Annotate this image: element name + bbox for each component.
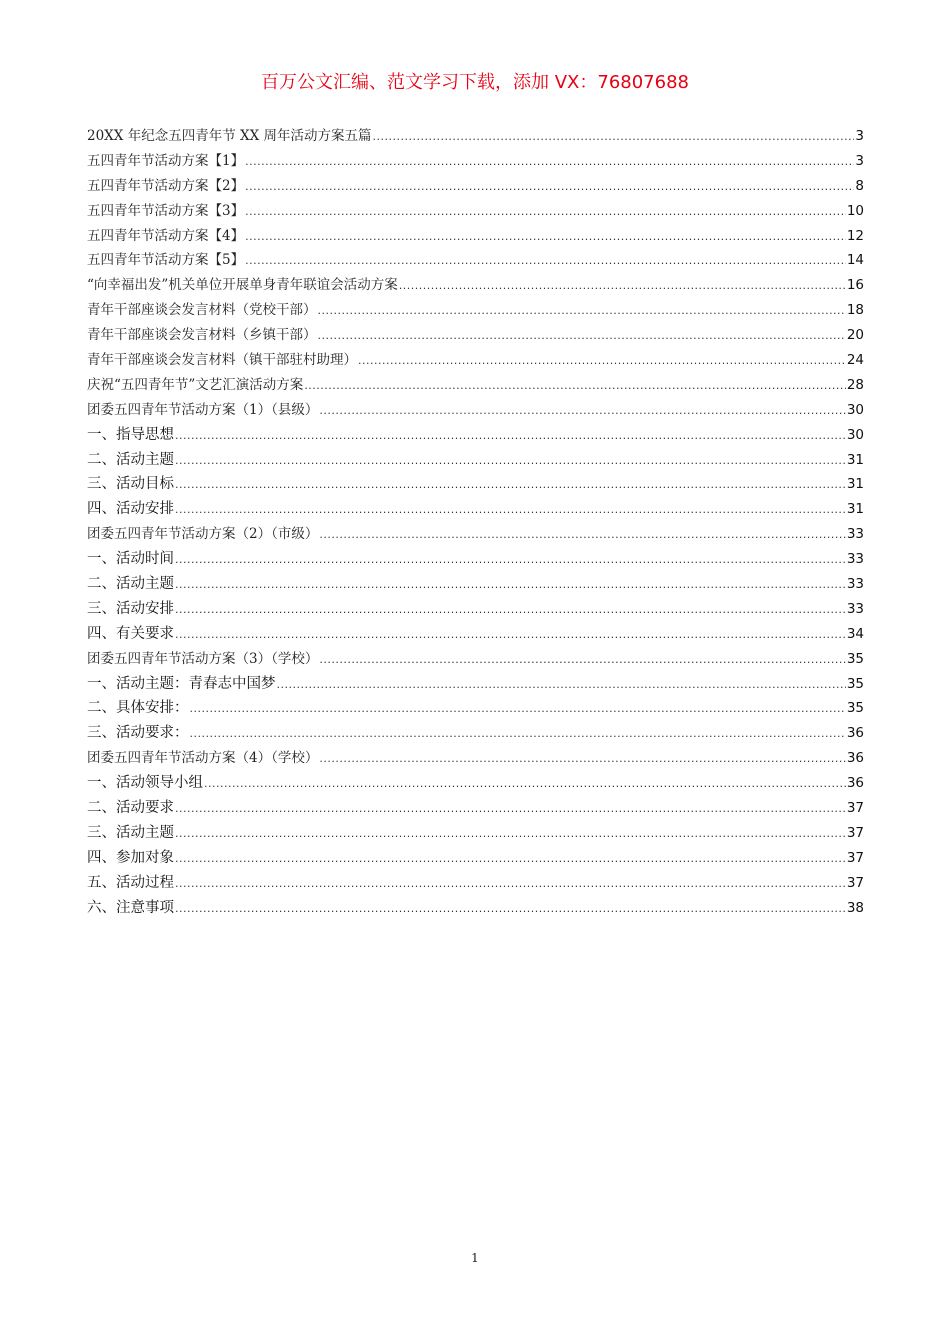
toc-entry-title: 三、活动主题: [87, 824, 174, 841]
toc-entry[interactable]: [87, 547, 864, 572]
toc-entry-page: 35: [846, 700, 864, 717]
toc-dot-leader: [175, 623, 846, 648]
toc-entry[interactable]: [87, 597, 864, 622]
toc-entry[interactable]: [87, 696, 864, 721]
toc-entry[interactable]: [87, 248, 864, 273]
toc-entry[interactable]: [87, 796, 864, 821]
toc-dot-leader: [319, 648, 845, 673]
toc-dot-leader: [175, 598, 846, 623]
toc-entry-title: 二、具体安排：: [87, 700, 189, 717]
toc-entry-title: 团委五四青年节活动方案（4）（学校）: [87, 750, 319, 767]
toc-entry[interactable]: [87, 199, 864, 224]
toc-entry[interactable]: [87, 298, 864, 323]
toc-dot-leader: [319, 399, 845, 424]
toc-entry-page: 33: [846, 576, 864, 593]
toc-dot-leader: [318, 324, 846, 349]
toc-dot-leader: [175, 573, 846, 598]
toc-entry-page: 38: [846, 899, 864, 916]
toc-dot-leader: [245, 175, 854, 200]
toc-entry-title: 五四青年节活动方案【5】: [87, 252, 245, 269]
toc-entry-title: 庆祝“五四青年节”文艺汇演活动方案: [87, 376, 304, 393]
toc-entry-title: 一、指导思想: [87, 426, 174, 443]
toc-entry[interactable]: [87, 348, 864, 373]
toc-entry[interactable]: [87, 423, 864, 448]
toc-entry[interactable]: [87, 398, 864, 423]
toc-entry[interactable]: [87, 522, 864, 547]
toc-entry-page: 28: [846, 376, 864, 393]
toc-dot-leader: [319, 747, 845, 772]
toc-dot-leader: [245, 249, 846, 274]
toc-dot-leader: [373, 125, 855, 150]
toc-entry-page: 34: [846, 625, 864, 642]
toc-entry[interactable]: [87, 273, 864, 298]
toc-entry-title: 青年干部座谈会发言材料（党校干部）: [87, 302, 317, 319]
toc-entry-title: 四、参加对象: [87, 849, 174, 866]
toc-entry-page: 3: [855, 128, 864, 144]
toc-entry-title: 五、活动过程: [87, 874, 174, 891]
toc-entry-page: 36: [846, 750, 864, 767]
toc-dot-leader: [175, 872, 846, 897]
toc-entry-page: 36: [846, 775, 864, 792]
toc-entry-title: 四、有关要求: [87, 625, 174, 642]
toc-entry-title: 20XX 年纪念五四青年节 XX 周年活动方案五篇: [87, 128, 372, 144]
toc-dot-leader: [190, 697, 846, 722]
toc-entry-page: 31: [846, 451, 864, 468]
toc-entry[interactable]: [87, 448, 864, 473]
toc-dot-leader: [245, 200, 846, 225]
toc-dot-leader: [175, 822, 846, 847]
toc-entry-page: 31: [846, 501, 864, 518]
table-of-contents: [87, 124, 864, 921]
toc-entry[interactable]: [87, 149, 864, 174]
toc-dot-leader: [175, 897, 846, 922]
toc-entry-page: 33: [846, 600, 864, 617]
toc-entry-title: 二、活动主题: [87, 576, 174, 593]
toc-entry[interactable]: [87, 472, 864, 497]
toc-entry-page: 20: [846, 327, 864, 344]
toc-entry-page: 10: [846, 202, 864, 219]
toc-dot-leader: [190, 722, 846, 747]
toc-dot-leader: [175, 847, 846, 872]
toc-entry-page: 14: [846, 252, 864, 269]
toc-entry[interactable]: [87, 323, 864, 348]
toc-entry[interactable]: [87, 721, 864, 746]
toc-entry-title: 团委五四青年节活动方案（3）（学校）: [87, 650, 319, 667]
toc-entry[interactable]: [87, 647, 864, 672]
toc-entry[interactable]: [87, 771, 864, 796]
toc-dot-leader: [175, 498, 846, 523]
toc-dot-leader: [175, 424, 846, 449]
toc-entry-page: 37: [846, 849, 864, 866]
toc-entry-title: 青年干部座谈会发言材料（镇干部驻村助理）: [87, 352, 357, 369]
page-number: 1: [471, 1251, 479, 1265]
toc-entry-page: 35: [846, 675, 864, 692]
toc-dot-leader: [319, 523, 845, 548]
toc-entry-title: 一、活动主题：青春志中国梦: [87, 675, 276, 692]
toc-entry-page: 12: [846, 227, 864, 244]
toc-dot-leader: [204, 772, 846, 797]
toc-entry-page: 33: [846, 526, 864, 543]
toc-entry[interactable]: [87, 871, 864, 896]
toc-entry-title: 三、活动安排: [87, 600, 174, 617]
toc-entry-title: 三、活动要求：: [87, 725, 189, 742]
toc-dot-leader: [304, 374, 846, 399]
toc-entry[interactable]: [87, 622, 864, 647]
toc-entry[interactable]: [87, 174, 864, 199]
toc-entry-page: 37: [846, 874, 864, 891]
toc-entry[interactable]: [87, 746, 864, 771]
toc-entry-page: 30: [846, 426, 864, 443]
toc-entry-page: 16: [846, 277, 864, 294]
toc-entry[interactable]: [87, 124, 864, 149]
toc-entry[interactable]: [87, 821, 864, 846]
toc-entry[interactable]: [87, 672, 864, 697]
toc-entry-title: 二、活动主题: [87, 451, 174, 468]
toc-entry[interactable]: [87, 896, 864, 921]
toc-entry-title: 三、活动目标: [87, 476, 174, 493]
toc-entry-page: 37: [846, 800, 864, 817]
toc-dot-leader: [175, 449, 846, 474]
toc-entry-page: 31: [846, 476, 864, 493]
toc-dot-leader: [358, 349, 846, 374]
toc-entry-page: 3: [855, 152, 864, 169]
toc-entry[interactable]: [87, 572, 864, 597]
toc-dot-leader: [277, 673, 846, 698]
toc-dot-leader: [175, 548, 846, 573]
toc-entry-title: 一、活动领导小组: [87, 775, 203, 792]
toc-entry-title: 团委五四青年节活动方案（1）（县级）: [87, 401, 319, 418]
toc-dot-leader: [245, 225, 846, 250]
toc-entry-title: 六、注意事项: [87, 899, 174, 916]
toc-entry-title: 二、活动要求: [87, 800, 174, 817]
toc-entry[interactable]: [87, 497, 864, 522]
toc-entry[interactable]: [87, 224, 864, 249]
toc-dot-leader: [318, 299, 846, 324]
toc-dot-leader: [175, 473, 846, 498]
toc-entry-page: 24: [846, 352, 864, 369]
toc-entry-page: 37: [846, 824, 864, 841]
toc-entry-title: 四、活动安排: [87, 501, 174, 518]
toc-entry-title: 五四青年节活动方案【2】: [87, 177, 245, 194]
toc-entry-title: 一、活动时间: [87, 551, 174, 568]
header-banner: 百万公文汇编、范文学习下载，添加 VX：76807688: [261, 72, 689, 93]
toc-entry-title: 团委五四青年节活动方案（2）（市级）: [87, 526, 319, 543]
toc-entry-title: 青年干部座谈会发言材料（乡镇干部）: [87, 327, 317, 344]
toc-entry-page: 36: [846, 725, 864, 742]
toc-entry-page: 33: [846, 551, 864, 568]
toc-entry-title: 五四青年节活动方案【3】: [87, 202, 245, 219]
toc-entry-page: 8: [855, 177, 864, 194]
toc-entry-title: 五四青年节活动方案【4】: [87, 227, 245, 244]
toc-entry-title: “向幸福出发”机关单位开展单身青年联谊会活动方案: [87, 277, 398, 294]
toc-dot-leader: [245, 150, 854, 175]
toc-dot-leader: [175, 797, 846, 822]
toc-entry-page: 35: [846, 650, 864, 667]
toc-entry[interactable]: [87, 373, 864, 398]
toc-entry-page: 18: [846, 302, 864, 319]
toc-entry-title: 五四青年节活动方案【1】: [87, 152, 245, 169]
toc-dot-leader: [399, 274, 846, 299]
toc-entry[interactable]: [87, 846, 864, 871]
toc-entry-page: 30: [846, 401, 864, 418]
